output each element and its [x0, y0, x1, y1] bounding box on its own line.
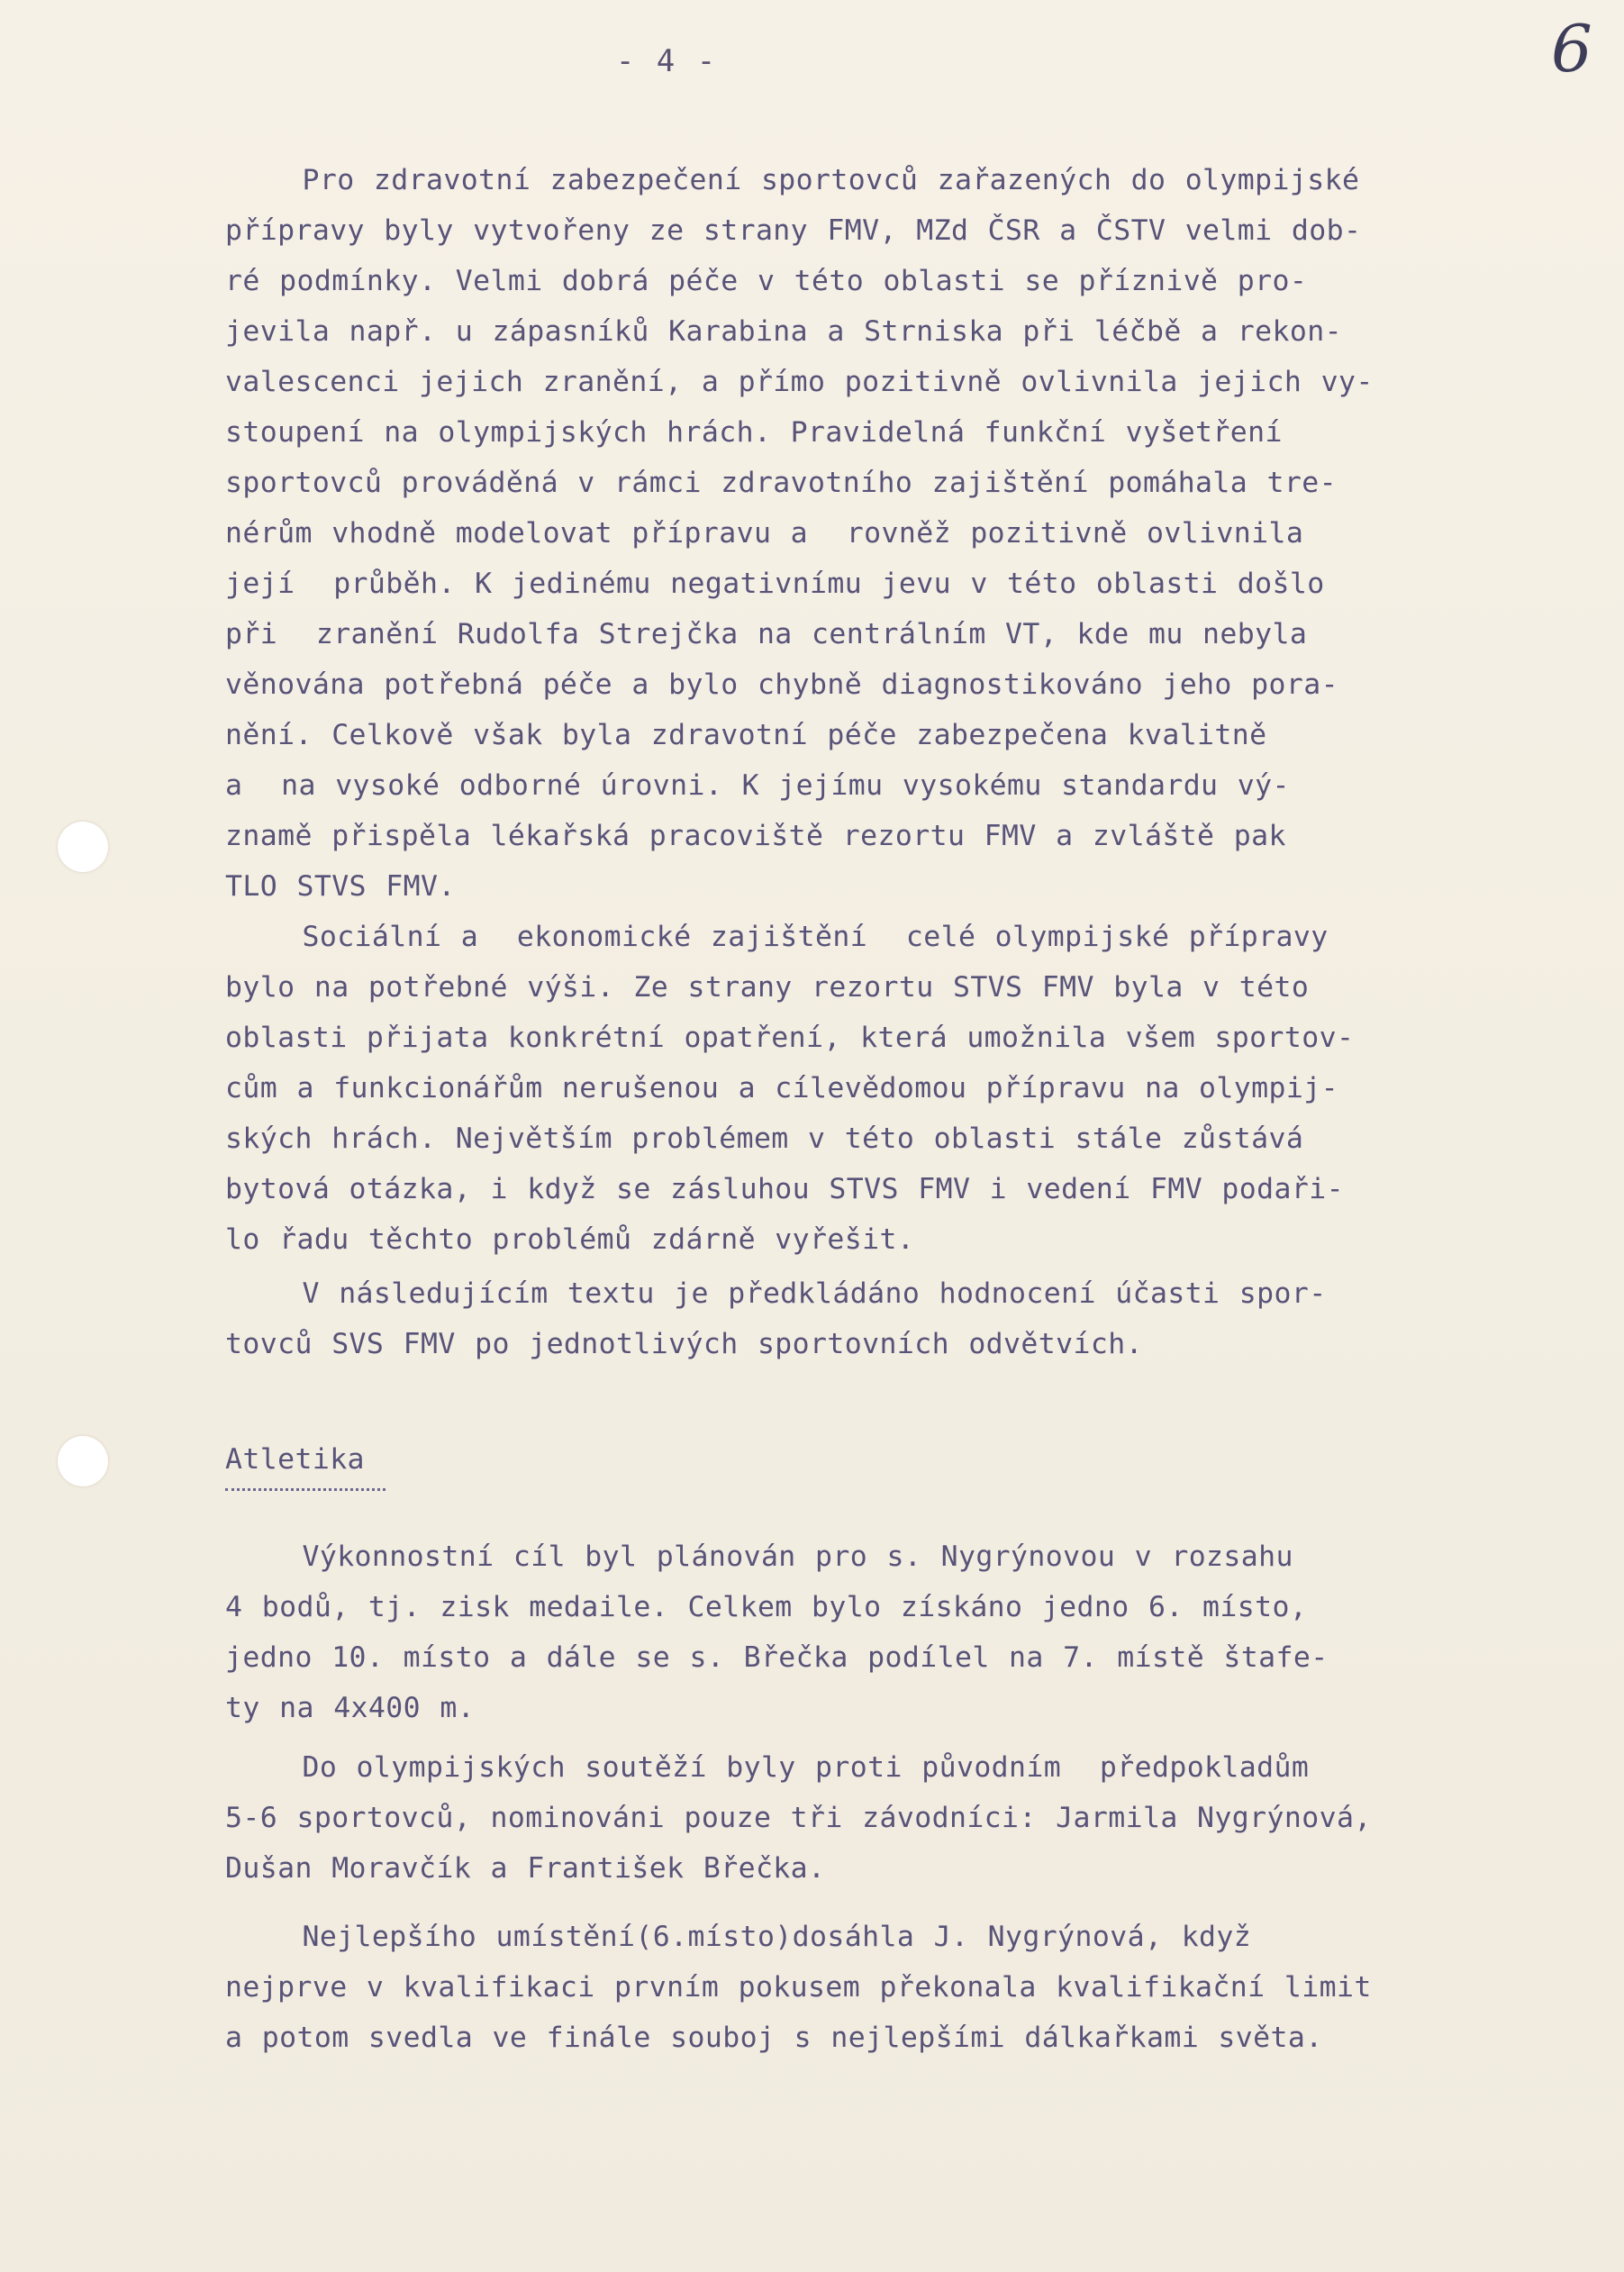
- paragraph-nominations: [225, 1742, 1549, 1894]
- text-line: Výkonnostní cíl byl plánován pro s. Nygrýnovou v rozsahu: [225, 1540, 1293, 1573]
- punch-hole-upper: [58, 822, 108, 872]
- text-line: nérům vhodně modelovat přípravu a rovněž pozitivně ovlivnila: [225, 517, 1304, 550]
- text-line: při zranění Rudolfa Strejčka na centrálním VT, kde mu nebyla: [225, 618, 1308, 650]
- paragraph-best-placement: [225, 1912, 1549, 2063]
- text-line: V následujícím textu je předkládáno hodnocení účasti spor-: [225, 1277, 1327, 1310]
- text-line: a na vysoké odborné úrovni. K jejímu vysokému standardu vý-: [225, 769, 1290, 802]
- text-line: její průběh. K jedinému negativnímu jevu v této oblasti došlo: [225, 568, 1325, 600]
- text-line: bytová otázka, i když se zásluhou STVS FMV i vedení FMV podaři-: [225, 1173, 1344, 1205]
- text-line: znamě přispěla lékařská pracoviště rezortu FMV a zvláště pak: [225, 820, 1286, 852]
- text-line: bylo na potřebné výši. Ze strany rezortu STVS FMV byla v této: [225, 971, 1310, 1004]
- page-number: - 4 -: [615, 43, 718, 79]
- text-line: a potom svedla ve finále souboj s nejlepšími dálkařkami světa.: [225, 2022, 1323, 2054]
- heading-underline: [225, 1488, 386, 1491]
- text-line: nění. Celkově však byla zdravotní péče zabezpečena kvalitně: [225, 719, 1267, 751]
- text-line: Do olympijských soutěží byly proti původním předpokladům: [225, 1751, 1310, 1784]
- text-line: věnována potřebná péče a bylo chybně diagnostikováno jeho pora-: [225, 668, 1338, 701]
- text-line: Nejlepšího umístění(6.místo)dosáhla J. Nygrýnová, když: [225, 1921, 1252, 1953]
- text-line: Pro zdravotní zabezpečení sportovců zařazených do olympijské: [225, 164, 1360, 196]
- text-line: jedno 10. místo a dále se s. Břečka podílel na 7. místě štafe-: [225, 1641, 1329, 1674]
- text-line: přípravy byly vytvořeny ze strany FMV, MZd ČSR a ČSTV velmi dob-: [225, 214, 1362, 247]
- text-line: jevila např. u zápasníků Karabina a Strniska při léčbě a rekon-: [225, 315, 1342, 348]
- text-line: TLO STVS FMV.: [225, 870, 456, 903]
- text-line: ty na 4x400 m.: [225, 1692, 476, 1724]
- text-line: 4 bodů, tj. zisk medaile. Celkem bylo získáno jedno 6. místo,: [225, 1591, 1308, 1623]
- punch-hole-lower: [58, 1436, 108, 1486]
- handwritten-page-mark: 6: [1551, 11, 1592, 86]
- text-line: lo řadu těchto problémů zdárně vyřešit.: [225, 1223, 915, 1256]
- text-line: valescenci jejich zranění, a přímo pozitivně ovlivnila jejich vy-: [225, 366, 1374, 398]
- text-line: ských hrách. Největším problémem v této oblasti stále zůstává: [225, 1122, 1304, 1155]
- text-line: cům a funkcionářům nerušenou a cílevědomou přípravu na olympij-: [225, 1072, 1338, 1104]
- text-line: oblasti přijata konkrétní opatření, která umožnila všem sportov-: [225, 1022, 1355, 1054]
- text-line: tovců SVS FMV po jednotlivých sportovních odvětvích.: [225, 1328, 1143, 1360]
- text-line: 5-6 sportovců, nominováni pouze tři závodníci: Jarmila Nygrýnová,: [225, 1802, 1372, 1834]
- paragraph-social-economic: [225, 912, 1549, 1265]
- text-line: stoupení na olympijských hrách. Pravidelná funkční vyšetření: [225, 416, 1283, 449]
- paragraph-intro: [225, 1268, 1549, 1369]
- text-line: sportovců prováděná v rámci zdravotního zajištění pomáhala tre-: [225, 467, 1337, 499]
- text-line: Dušan Moravčík a František Břečka.: [225, 1852, 826, 1885]
- text-line: ré podmínky. Velmi dobrá péče v této oblasti se příznivě pro-: [225, 265, 1308, 297]
- text-line: nejprve v kvalifikaci prvním pokusem překonala kvalifikační limit: [225, 1971, 1372, 2004]
- paragraph-health-care: [225, 155, 1549, 912]
- text-line: Sociální a ekonomické zajištění celé olympijské přípravy: [225, 921, 1329, 953]
- section-heading: Atletika: [225, 1443, 365, 1476]
- paragraph-performance-goal: [225, 1531, 1549, 1733]
